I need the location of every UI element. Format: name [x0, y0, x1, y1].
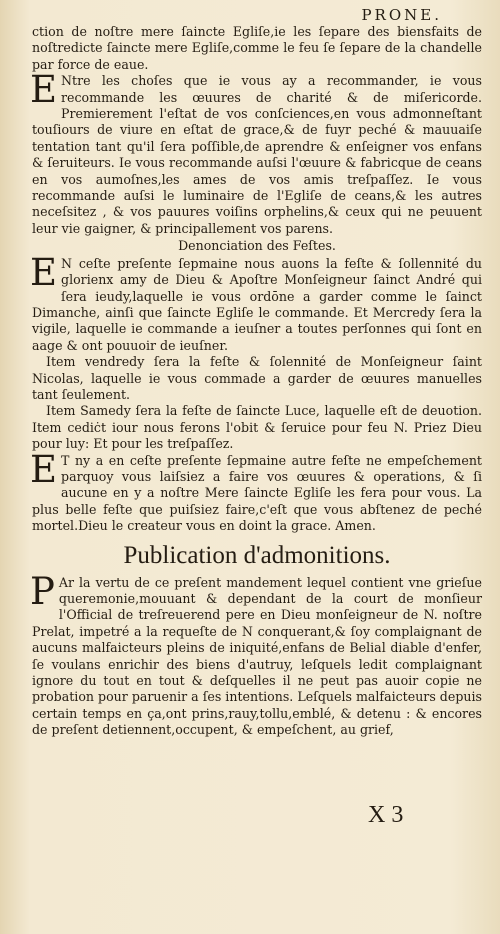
- opening-lines: ction de noſtre mere ſaincte Egliſe,ie les ſepare des biensfaits de noſtredicte ſaincte mere Egliſe,comme le feu ſe ſepare de la chandelle par force de eaue.: [32, 24, 482, 72]
- running-head: PRONE.: [361, 6, 442, 24]
- paragraph-text: Ar la vertu de ce preſent mandement lequel contient vne grieſue queremonie,mouuant & dependant de la court de monſieur l'Official de treſreuerend pere en Dieu monſeigneur de N. noſtre Prelat, impetré a la requeſte de N conquerant,& ſoy complaignant de aucuns malfaicteurs pleins de iniquité,enfans de Belial diable d'enfer, ſe voulans enrichir des biens d'autruy, leſquels ledit complaignant ignore du tout en tout & deſquelles il ne peut pas auoir copie ne probation pour paruenir a ſes intentions. Leſquels malfaicteurs depuis certain temps en ça,ont prins,rauy,tollu,emblé, & detenu : & encores de preſent detiennent,occupent, & empeſchent, au grief,: [32, 574, 482, 738]
- paragraph-text: T ny a en ceſte preſente ſepmaine autre feſte ne empeſchement parquoy vous laiſsiez a faire vos œuures & operations, & ſi aucune en y a noſtre Mere ſaincte Egliſe les fera pour vous. La plus belle feſte que puiſsiez faire,c'eſt que vous abſtenez de peché mortel.Dieu le createur vous en doint la grace. Amen.: [32, 452, 482, 534]
- paragraph-text: Ntre les choſes que ie vous ay a recommander, ie vous recommande les œuures de charité & de miſericorde. Premierement l'eſtat de vos conſciences,en vous admonneſtant touſiours de viure en eſtat de grace,& de fuyr peché & mauuaiſe tentation tant qu'il ſera poſſible,de aprendre & enſeigner vos enfans & ſeruiteurs. Ie vous recommande auſsi l'œuure & fabricque de ceans en vos aumoſnes,les ames de vos amis treſpaſſez. Ie vous recommande auſsi le luminaire de l'Egliſe de ceans,& les autres neceſsitez , & vos pauures voiſins orphelins,& ceux qui ne peuuent leur vie gaigner, & principallement vos parens.: [32, 73, 482, 236]
- paragraph-autre: [30, 447, 482, 535]
- section-title: Publication d'admonitions.: [123, 541, 391, 569]
- denonciation-heading: Denonciation des Feſtes.: [178, 238, 336, 254]
- signature-mark: X 3: [368, 802, 404, 828]
- paragraph-publication: [30, 569, 482, 739]
- dropcap: E: [30, 68, 58, 112]
- paragraph-feste: [30, 250, 482, 354]
- item-vendredy: Item vendredy ſera la feſte & ſolennité de Monſeigneur ſaint Nicolas, laquelle ie vous commade a garder de œuures manuelles tant ſeulement.: [32, 354, 482, 402]
- dropcap: P: [30, 569, 55, 613]
- body-text: [32, 24, 482, 739]
- item-samedy: Item Samedy ſera la feſte de ſaincte Luce, laquelle eſt de deuotion. Item cediċt iour nous ferons l'obit & ſeruice pour feu N. Priez Dieu pour luy: Et pour les treſpaſſez.: [32, 403, 482, 452]
- dropcap: E: [30, 250, 58, 294]
- dropcap: E: [30, 447, 58, 491]
- paragraph-text: N ceſte preſente ſepmaine nous auons la feſte & ſollennité du glorienx amy de Dieu & Apoſtre Monſeigneur ſainct André qui ſera ieudy,laquelle ie vous ordōne a garder comme le ſainct Dimanche, ainſi que ſaincte Egliſe le commande. Et Mercredy ſera la vigile, laquelle ie commande a ieuſner a toutes perſonnes qui ſont en aage & ont pouuoir de ieuſner.: [32, 255, 482, 353]
- paragraph-recommendations: [30, 68, 482, 237]
